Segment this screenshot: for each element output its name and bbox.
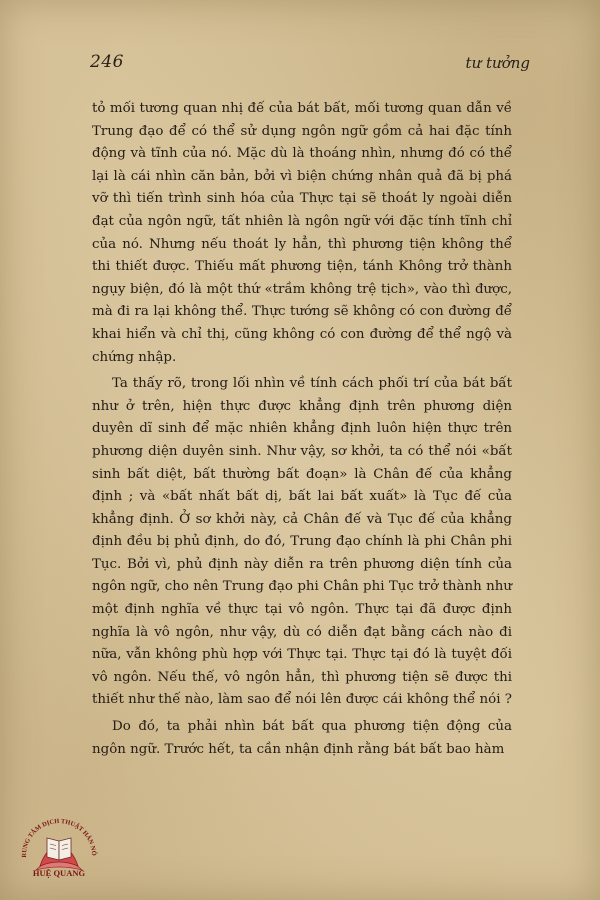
paragraph-continued: tỏ mối tương quan nhị đế của bát bất, mối tương quan dẫn về Trung đạo để có thể sử dụng ngôn ngữ gồm cả hai đặc tính động và tĩnh của nó. Mặc dù là thoáng nhìn, nhưng đó có thể lại là cái nhìn căn bản, bởi vì biện chứng nhân quả đã bị phá vỡ thì tiến trình sinh hóa của Thực tại sẽ thoát ly ngoài diễn đạt của ngôn ngữ, tất nhiên là ngôn ngữ với đặc tính tĩnh chỉ của nó. Nhưng nếu thoát ly hẳn, thì phương tiện không thể thi thiết được. Thiếu mất phương tiện, tánh Không trở thành ngụy biện, đó là một thứ «trầm không trệ tịch», vào thì được, mà đi ra lại không thể. Thực tướng sẽ không có con đường để khai hiển và chỉ thị, cũng không có con đường để thể ngộ và chứng nhập. (92, 101, 512, 365)
running-title: tư tưởng (465, 54, 530, 72)
book-icon (47, 838, 71, 860)
paragraph: Do đó, ta phải nhìn bát bất qua phương tiện động của ngôn ngữ. Trước hết, ta cần nhận định rằng bát bất bao hàm (92, 719, 512, 757)
page-number: 246 (90, 52, 124, 72)
logo-label: HUỆ QUANG (32, 868, 86, 878)
logo-arc-text: RUNG TÂM DỊCH THUẬT HÁN NÔ (20, 817, 98, 858)
paragraph: Ta thấy rõ, trong lối nhìn về tính cách phối trí của bát bất như ở trên, hiện thực được khẳng định trên phương diện duyên dĩ sinh để mặc nhiên khẳng định luôn hiện thực trên phương diện duyên sinh. Như vậy, sơ khởi, ta có thể nói «bất sinh bất diệt, bất thường bất đoạn» là Chân đế của khẳng định ; và «bất nhất bất dị, bất lai bất xuất» là Tục đế của khẳng định. Ở sơ khởi này, cả Chân đế và Tục đế của khẳng định đều bị phủ định, do đó, Trung đạo chính là phi Chân phi Tục. Bởi vì, phủ định này diễn ra trên phương diện tính của ngôn ngữ, cho nên Trung đạo phi Chân phi Tục trở thành như một định nghĩa về thực tại vô ngôn. Thực tại đã được định nghĩa là vô ngôn, như vậy, dù có diễn đạt bằng cách nào đi nữa, vẫn không phù hợp với Thực tại. Thực tại đó là tuyệt đối vô ngôn. Nếu thế, vô ngôn hẳn, thì phương tiện sẽ được thi thiết như thế nào, làm sao để nói lên được cái không thể nói ? (92, 376, 512, 708)
page-header (90, 52, 530, 74)
body-text (92, 98, 512, 761)
hue-quang-logo (16, 808, 102, 888)
